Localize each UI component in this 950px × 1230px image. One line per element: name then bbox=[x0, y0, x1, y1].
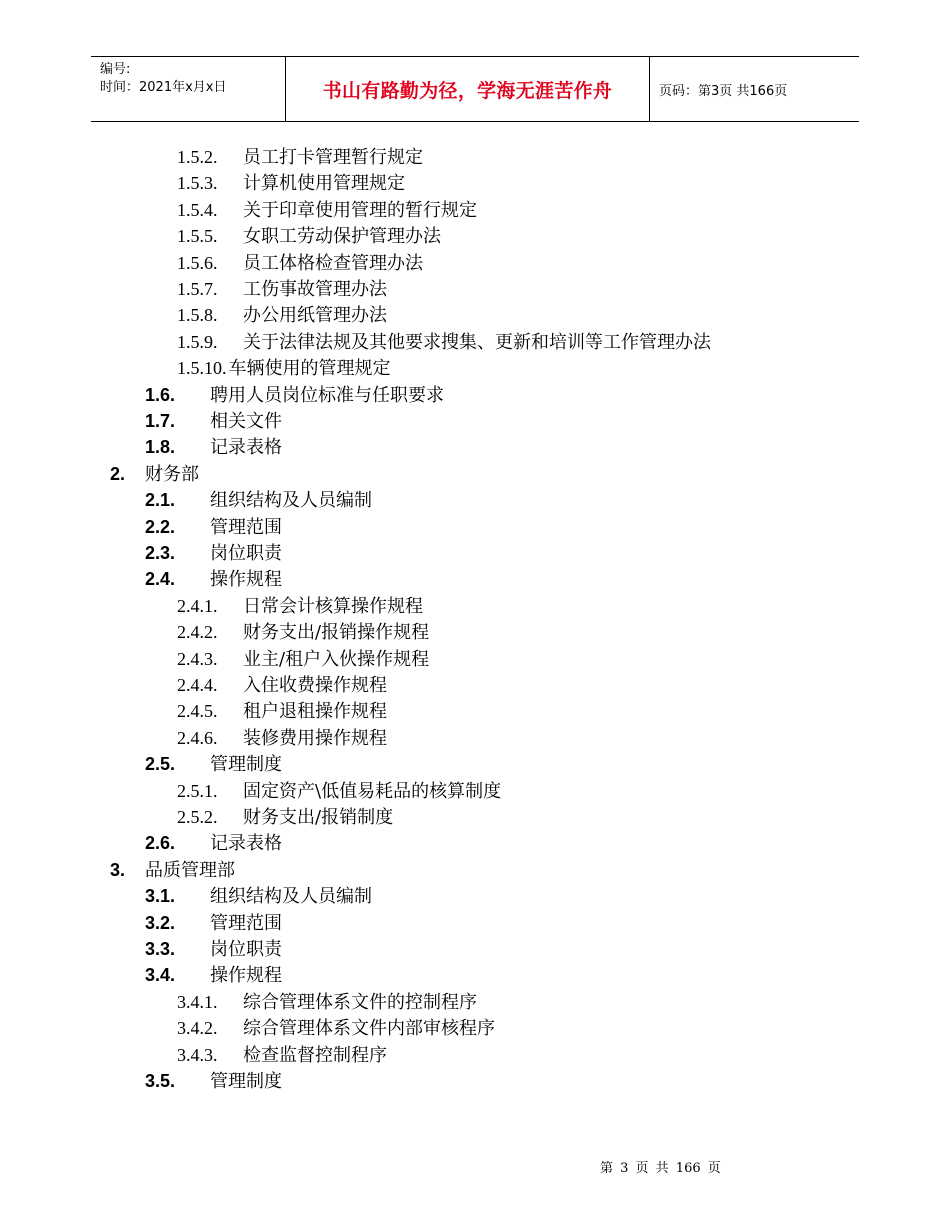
toc-entry bbox=[177, 250, 423, 276]
toc-entry-number: 2.4.6. bbox=[177, 727, 218, 748]
toc-entry-title: 关于法律法规及其他要求搜集、更新和培训等工作管理办法 bbox=[243, 331, 711, 353]
page-header bbox=[91, 56, 859, 122]
toc-entry-number: 2.4.4. bbox=[177, 675, 218, 695]
toc-entry-number: 2.5.1. bbox=[177, 780, 218, 801]
toc-entry-title: 计算机使用管理规定 bbox=[243, 173, 405, 195]
toc-entry bbox=[145, 910, 282, 936]
toc-entry-title: 品质管理部 bbox=[145, 859, 235, 881]
toc-entry-number: 1.5.9. bbox=[177, 331, 218, 352]
toc-entry-title: 操作规程 bbox=[210, 965, 282, 987]
toc-entry-number: 2.4.2. bbox=[177, 622, 218, 643]
toc-entry bbox=[145, 962, 282, 988]
toc-entry bbox=[145, 540, 282, 566]
toc-entry bbox=[177, 646, 429, 672]
header-meta-cell bbox=[91, 57, 286, 121]
toc-entry-title: 入住收费操作规程 bbox=[243, 675, 387, 696]
toc-entry bbox=[145, 936, 282, 962]
toc-entry-title: 固定资产\低值易耗品的核算制度 bbox=[243, 780, 502, 802]
toc-entry-title: 装修费用操作规程 bbox=[243, 727, 387, 749]
toc-entry bbox=[177, 619, 429, 645]
toc-entry-title: 相关文件 bbox=[210, 411, 282, 432]
toc-entry-title: 管理范围 bbox=[210, 912, 282, 934]
toc-entry bbox=[177, 1015, 495, 1041]
toc-entry bbox=[177, 329, 711, 355]
toc-entry-title: 日常会计核算操作规程 bbox=[243, 595, 423, 617]
toc-entry bbox=[145, 434, 282, 460]
toc-entry-title: 岗位职责 bbox=[210, 939, 282, 960]
toc-entry-title: 工伤事故管理办法 bbox=[243, 279, 387, 300]
header-page-cell bbox=[650, 57, 859, 121]
toc-entry bbox=[145, 751, 282, 777]
toc-entry bbox=[177, 1042, 387, 1068]
toc-entry-number: 1.7. bbox=[145, 411, 176, 431]
toc-entry bbox=[110, 857, 235, 883]
toc-entry-title: 管理范围 bbox=[210, 516, 282, 538]
toc-entry-number: 2.2. bbox=[145, 516, 176, 537]
toc-entry bbox=[145, 514, 282, 540]
toc-entry bbox=[145, 487, 372, 513]
toc-entry-number: 2.1. bbox=[145, 490, 176, 511]
toc-entry bbox=[177, 197, 477, 223]
toc-entry bbox=[177, 144, 423, 170]
toc-entry bbox=[177, 804, 393, 830]
toc-entry-number: 3.3. bbox=[145, 939, 176, 959]
toc-entry-title: 女职工劳动保护管理办法 bbox=[243, 226, 441, 248]
toc-entry-number: 3.4.1. bbox=[177, 991, 218, 1012]
toc-entry-title: 检查监督控制程序 bbox=[243, 1044, 387, 1066]
toc-entry-number: 1.5.3. bbox=[177, 173, 218, 194]
toc-entry-title: 关于印章使用管理的暂行规定 bbox=[243, 199, 477, 221]
toc-entry-number: 2.5.2. bbox=[177, 807, 218, 827]
toc-entry bbox=[145, 408, 282, 434]
toc-entry-title: 记录表格 bbox=[210, 437, 282, 459]
toc-entry-title: 管理制度 bbox=[210, 754, 282, 776]
toc-entry-number: 3.4.3. bbox=[177, 1044, 218, 1065]
toc-entry bbox=[177, 698, 387, 724]
toc-entry-title: 组织结构及人员编制 bbox=[210, 490, 372, 512]
toc-entry-title: 记录表格 bbox=[210, 833, 282, 855]
toc-entry-title: 员工体格检查管理办法 bbox=[243, 252, 423, 274]
toc-entry bbox=[177, 725, 387, 751]
header-motto: 书山有路勤为径，学海无涯苦作舟 bbox=[322, 79, 613, 102]
toc-entry bbox=[177, 778, 501, 804]
document-time-label: 时间：2021年x月x日 bbox=[100, 80, 227, 95]
toc-entry-number: 3. bbox=[110, 859, 126, 880]
toc-entry bbox=[110, 461, 199, 487]
toc-entry-number: 1.5.5. bbox=[177, 226, 218, 247]
toc-entry-number: 2.4.1. bbox=[177, 595, 218, 616]
toc-entry bbox=[177, 593, 423, 619]
toc-entry bbox=[145, 830, 282, 856]
toc-entry-title: 财务支出/报销操作规程 bbox=[243, 622, 430, 644]
toc-entry-number: 1.5.7. bbox=[177, 279, 218, 299]
toc-entry bbox=[177, 276, 387, 302]
toc-entry bbox=[145, 1068, 282, 1094]
header-motto-cell bbox=[286, 57, 650, 121]
toc-entry-number: 2.5. bbox=[145, 754, 176, 775]
toc-entry-number: 1.5.2. bbox=[177, 147, 218, 167]
toc-entry-title: 组织结构及人员编制 bbox=[210, 886, 372, 908]
toc-entry-title: 聘用人员岗位标准与任职要求 bbox=[210, 384, 444, 406]
toc-entry bbox=[177, 355, 391, 381]
toc-entry-title: 综合管理体系文件内部审核程序 bbox=[243, 1018, 495, 1040]
toc-entry-number: 2. bbox=[110, 463, 126, 484]
toc-entry bbox=[177, 989, 477, 1015]
toc-entry bbox=[177, 672, 387, 698]
toc-entry-number: 3.2. bbox=[145, 912, 176, 933]
toc-entry bbox=[145, 382, 444, 408]
toc-entry-number: 2.4.3. bbox=[177, 648, 218, 669]
toc-entry-number: 2.4.5. bbox=[177, 701, 218, 722]
toc-entry-title: 操作规程 bbox=[210, 569, 282, 591]
toc-entry-number: 1.5.8. bbox=[177, 305, 218, 326]
toc-entry-number: 3.4. bbox=[145, 965, 176, 986]
toc-entry bbox=[177, 302, 387, 328]
toc-entry-title: 车辆使用的管理规定 bbox=[228, 358, 391, 380]
toc-entry-title: 综合管理体系文件的控制程序 bbox=[243, 991, 477, 1013]
toc-entry bbox=[145, 883, 372, 909]
toc-entry-number: 3.1. bbox=[145, 886, 176, 907]
toc-entry-number: 1.5.6. bbox=[177, 252, 218, 273]
toc-entry-number: 3.4.2. bbox=[177, 1018, 218, 1039]
toc-entry bbox=[177, 170, 405, 196]
toc-entry-number: 1.5.4. bbox=[177, 199, 218, 220]
toc-entry-title: 财务支出/报销制度 bbox=[243, 807, 394, 828]
header-page-info: 页码：第3页 共166页 bbox=[659, 83, 788, 99]
toc-entry-title: 办公用纸管理办法 bbox=[243, 305, 387, 327]
page-footer: 第 3 页 共 166 页 bbox=[600, 1161, 721, 1176]
toc-entry bbox=[145, 566, 282, 592]
toc-entry-number: 3.5. bbox=[145, 1071, 176, 1091]
toc-entry-number: 2.6. bbox=[145, 833, 176, 854]
toc-entry-title: 员工打卡管理暂行规定 bbox=[243, 147, 423, 168]
toc-entry bbox=[177, 223, 441, 249]
toc-entry-number: 1.6. bbox=[145, 384, 176, 405]
toc-entry-number: 1.5.10. bbox=[177, 358, 227, 379]
toc-entry-number: 2.3. bbox=[145, 543, 176, 563]
toc-entry-title: 岗位职责 bbox=[210, 543, 282, 564]
toc-entry-title: 财务部 bbox=[145, 463, 199, 485]
document-number-label: 编号: bbox=[100, 62, 131, 77]
toc-entry-title: 业主/租户入伙操作规程 bbox=[243, 648, 430, 670]
toc-entry-number: 1.8. bbox=[145, 437, 176, 458]
toc-entry-title: 租户退租操作规程 bbox=[243, 701, 387, 723]
toc-entry-title: 管理制度 bbox=[210, 1071, 282, 1092]
toc-entry-number: 2.4. bbox=[145, 569, 176, 590]
